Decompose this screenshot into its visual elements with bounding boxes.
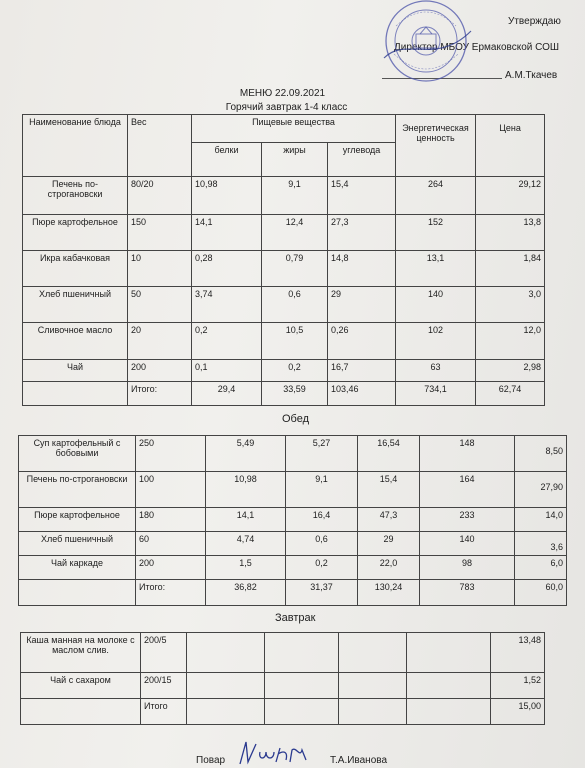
dish-weight: 60 xyxy=(136,532,206,556)
dish-carbs: 16,7 xyxy=(328,360,396,382)
dish-fats: 9,1 xyxy=(262,177,328,215)
total-label: Итого: xyxy=(136,580,206,606)
dish-carbs: 14,8 xyxy=(328,251,396,287)
dish-price: 2,98 xyxy=(476,360,545,382)
menu-title: МЕНЮ 22.09.2021 xyxy=(239,88,326,99)
header-dish-name: Наименование блюда xyxy=(23,115,128,177)
total-carbs: 130,24 xyxy=(358,580,420,606)
dish-price: 12,0 xyxy=(476,323,545,360)
breakfast-table xyxy=(20,632,545,725)
total-energy: 734,1 xyxy=(396,382,476,406)
dish-weight: 50 xyxy=(128,287,192,323)
dish-carbs: 15,4 xyxy=(358,472,420,508)
dish-name: Икра кабачковая xyxy=(23,251,128,287)
dish-name: Печень по-строгановски xyxy=(23,177,128,215)
dish-weight: 100 xyxy=(136,472,206,508)
dish-carbs: 27,3 xyxy=(328,215,396,251)
dish-proteins: 3,74 xyxy=(192,287,262,323)
table-row xyxy=(23,177,545,215)
dish-proteins: 10,98 xyxy=(192,177,262,215)
dish-proteins: 10,98 xyxy=(206,472,286,508)
dish-weight: 200 xyxy=(136,556,206,580)
dish-fats: 0,6 xyxy=(286,532,358,556)
header-fats: жиры xyxy=(262,143,328,177)
total-row xyxy=(23,382,545,406)
header-carbs: углевода xyxy=(328,143,396,177)
cook-label: Повар xyxy=(196,755,226,766)
dish-fats: 16,4 xyxy=(286,508,358,532)
dish-weight: 80/20 xyxy=(128,177,192,215)
dish-carbs: 29 xyxy=(328,287,396,323)
table-row xyxy=(23,323,545,360)
dish-fats: 0,2 xyxy=(286,556,358,580)
table-row xyxy=(23,287,545,323)
table-row xyxy=(21,673,545,699)
dish-proteins: 0,1 xyxy=(192,360,262,382)
dish-proteins: 14,1 xyxy=(192,215,262,251)
dish-fats: 9,1 xyxy=(286,472,358,508)
dish-proteins: 5,49 xyxy=(206,436,286,472)
dish-carbs: 22,0 xyxy=(358,556,420,580)
table-row xyxy=(21,633,545,673)
dish-name: Чай с сахаром xyxy=(21,673,141,699)
dish-name: Пюре картофельное xyxy=(23,215,128,251)
lunch-table xyxy=(18,435,567,606)
dish-name: Хлеб пшеничный xyxy=(23,287,128,323)
dish-price: 13,8 xyxy=(476,215,545,251)
dish-price: 6,0 xyxy=(515,556,567,580)
dish-carbs: 47,3 xyxy=(358,508,420,532)
dish-energy: 148 xyxy=(420,436,515,472)
total-fats: 33,59 xyxy=(262,382,328,406)
total-carbs: 103,46 xyxy=(328,382,396,406)
dish-price: 29,12 xyxy=(476,177,545,215)
dish-energy: 63 xyxy=(396,360,476,382)
dish-energy: 102 xyxy=(396,323,476,360)
dish-proteins: 0,2 xyxy=(192,323,262,360)
school-stamp-icon xyxy=(376,0,476,86)
dish-fats: 0,6 xyxy=(262,287,328,323)
dish-name: Суп картофельный с бобовыми xyxy=(19,436,136,472)
dish-energy: 140 xyxy=(420,532,515,556)
dish-name: Печень по-строгановски xyxy=(19,472,136,508)
dish-weight: 200/15 xyxy=(141,673,187,699)
dish-proteins: 1,5 xyxy=(206,556,286,580)
dish-proteins: 14,1 xyxy=(206,508,286,532)
total-price: 15,00 xyxy=(491,699,545,725)
section-title-obed: Обед xyxy=(282,413,310,425)
dish-energy: 13,1 xyxy=(396,251,476,287)
menu-subtitle: Горячий завтрак 1-4 класс xyxy=(225,102,348,113)
total-price: 62,74 xyxy=(476,382,545,406)
dish-weight: 20 xyxy=(128,323,192,360)
total-energy: 783 xyxy=(420,580,515,606)
dish-weight: 200/5 xyxy=(141,633,187,673)
header-proteins: белки xyxy=(192,143,262,177)
dish-energy: 264 xyxy=(396,177,476,215)
total-label: Итого: xyxy=(128,382,192,406)
dish-name: Каша манная на молоке с маслом слив. xyxy=(21,633,141,673)
dish-energy: 164 xyxy=(420,472,515,508)
total-fats: 31,37 xyxy=(286,580,358,606)
dish-price: 3,6 xyxy=(515,532,567,556)
dish-fats: 5,27 xyxy=(286,436,358,472)
dish-price: 3,0 xyxy=(476,287,545,323)
dish-name: Чай xyxy=(23,360,128,382)
dish-fats: 0,2 xyxy=(262,360,328,382)
dish-energy: 140 xyxy=(396,287,476,323)
dish-weight: 180 xyxy=(136,508,206,532)
total-row xyxy=(21,699,545,725)
dish-weight: 200 xyxy=(128,360,192,382)
dish-weight: 150 xyxy=(128,215,192,251)
table-row xyxy=(19,556,567,580)
total-proteins: 29,4 xyxy=(192,382,262,406)
header-price: Цена xyxy=(476,115,545,177)
dish-price: 14,0 xyxy=(515,508,567,532)
dish-name: Хлеб пшеничный xyxy=(19,532,136,556)
total-price: 60,0 xyxy=(515,580,567,606)
dish-carbs: 15,4 xyxy=(328,177,396,215)
dish-energy: 152 xyxy=(396,215,476,251)
approval-name: А.М.Ткачев xyxy=(505,70,558,81)
table-row xyxy=(19,508,567,532)
dish-proteins: 4,74 xyxy=(206,532,286,556)
section-title-zavtrak: Завтрак xyxy=(275,612,316,624)
dish-weight: 10 xyxy=(128,251,192,287)
dish-weight: 250 xyxy=(136,436,206,472)
header-energy: Энергетическая ценность xyxy=(396,115,476,177)
dish-energy: 98 xyxy=(420,556,515,580)
dish-fats: 0,79 xyxy=(262,251,328,287)
dish-carbs: 29 xyxy=(358,532,420,556)
approval-position: Директор МБОУ Ермаковской СОШ xyxy=(394,42,560,53)
dish-name: Сливочное масло xyxy=(23,323,128,360)
dish-energy: 233 xyxy=(420,508,515,532)
table-row xyxy=(23,360,545,382)
dish-price: 13,48 xyxy=(491,633,545,673)
table-row xyxy=(23,215,545,251)
dish-proteins: 0,28 xyxy=(192,251,262,287)
dish-price: 8,50 xyxy=(515,436,567,472)
dish-price: 27,90 xyxy=(515,472,567,508)
dish-price: 1,52 xyxy=(491,673,545,699)
dish-price: 1,84 xyxy=(476,251,545,287)
cook-name: Т.А.Иванова xyxy=(330,755,388,766)
approval-title: Утверждаю xyxy=(508,16,561,27)
header-nutrients: Пищевые вещества xyxy=(192,115,396,143)
table-row xyxy=(19,436,567,472)
breakfast-1-4-table xyxy=(22,114,545,406)
dish-name: Чай каркаде xyxy=(19,556,136,580)
dish-name: Пюре картофельное xyxy=(19,508,136,532)
total-proteins: 36,82 xyxy=(206,580,286,606)
table-row xyxy=(23,251,545,287)
dish-fats: 10,5 xyxy=(262,323,328,360)
total-row xyxy=(19,580,567,606)
dish-carbs: 16,54 xyxy=(358,436,420,472)
header-weight: Вес xyxy=(128,115,192,177)
handwritten-signature xyxy=(236,738,316,768)
dish-fats: 12,4 xyxy=(262,215,328,251)
table-row xyxy=(19,532,567,556)
total-label: Итого xyxy=(141,699,187,725)
dish-carbs: 0,26 xyxy=(328,323,396,360)
table-row xyxy=(19,472,567,508)
